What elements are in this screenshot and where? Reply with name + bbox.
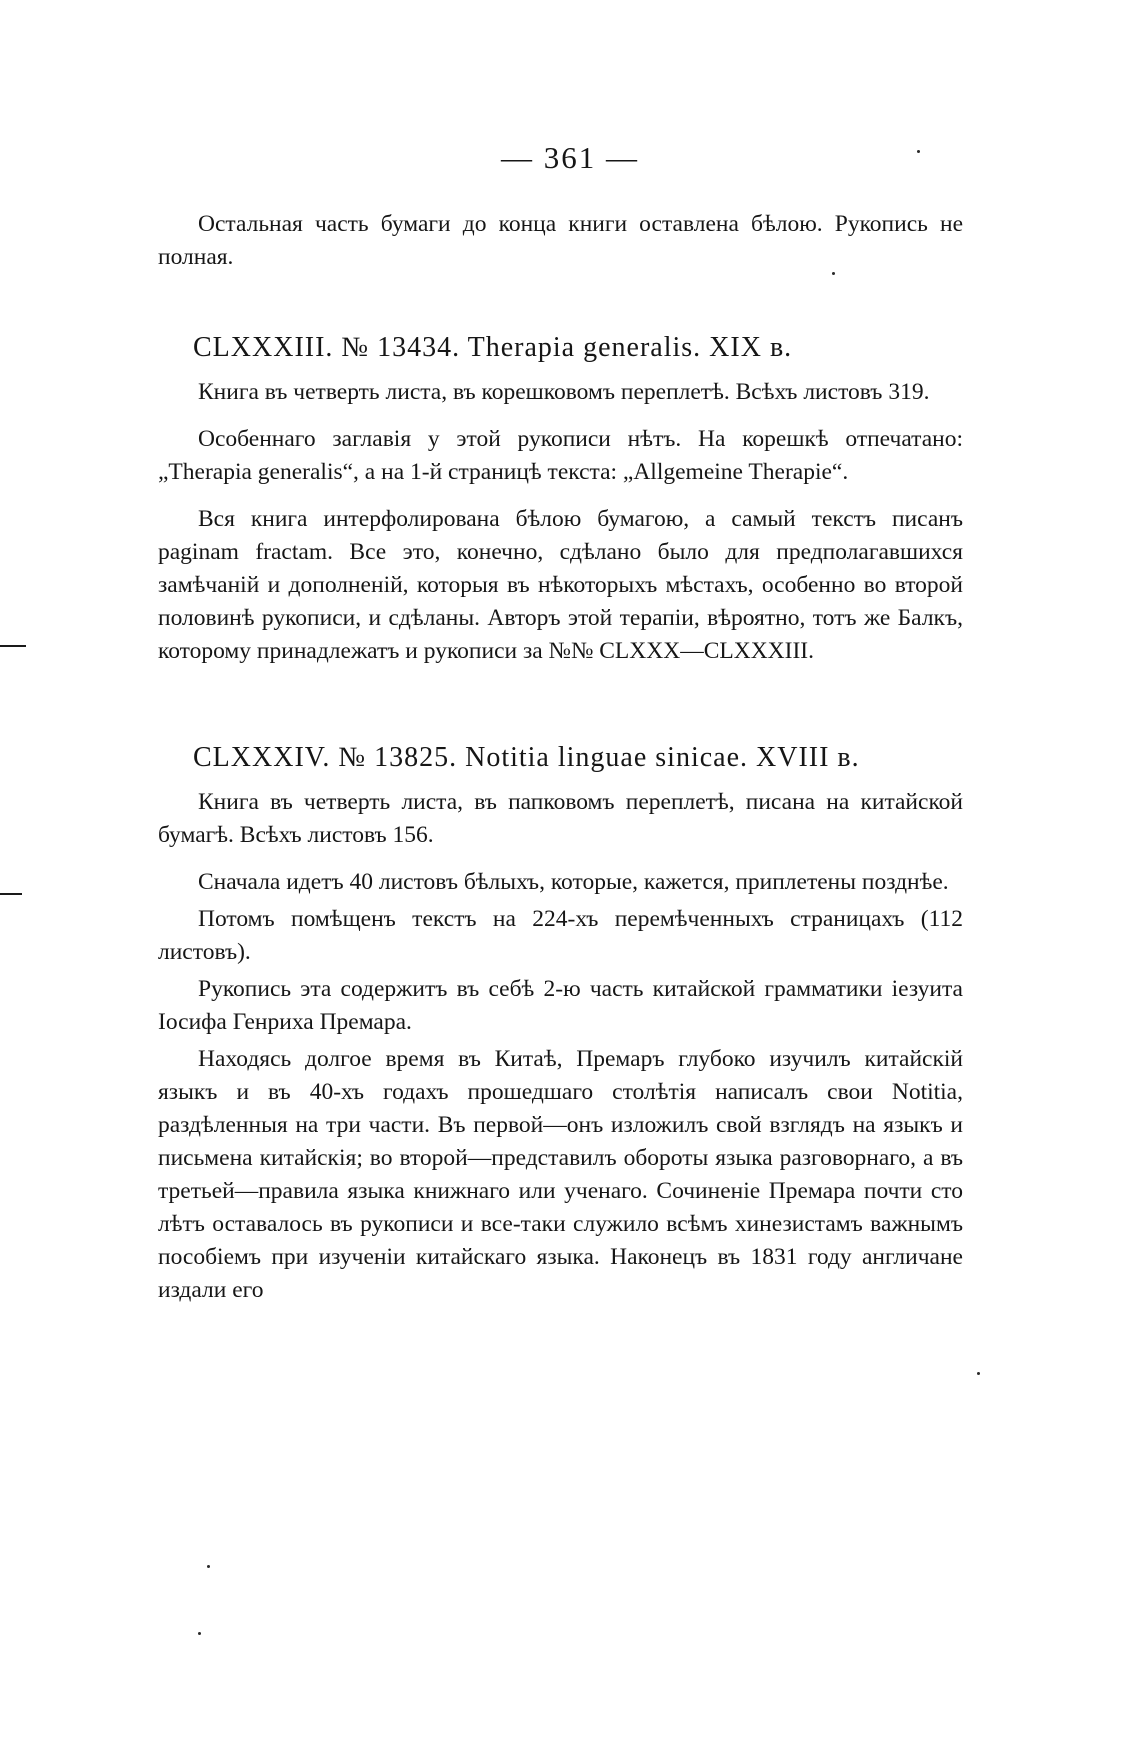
margin-mark (0, 645, 26, 647)
paragraph-blank-leaves: Сначала идетъ 40 листовъ бѣлыхъ, которые, кажется, приплетены позднѣе. (198, 869, 949, 895)
paragraph-book-description-2: Книга въ четверть листа, въ папковомъ переплетѣ, писана на китайской бумагѣ. Всѣхъ листовъ 156. (158, 789, 963, 848)
paragraph-intro: Остальная часть бумаги до конца книги оставлена бѣлою. Рукопись не полная. (158, 211, 963, 270)
paragraph-interfoliation: Вся книга интерфолирована бѣлою бумагою, а самый текстъ писанъ paginam fractam. Все это, конечно, сдѣлано было для предполагавшихся замѣчаній и дополненій, которыя въ нѣкоторыхъ мѣстахъ, особенно во второй половинѣ рукописи, и сдѣланы. Авторъ этой терапіи, вѣроятно, тотъ же Балкъ, которому принадлежатъ и рукописи за №№ CLXXX—CLXXXIII. (158, 506, 963, 664)
margin-mark (0, 893, 22, 895)
paragraph-title-note: Особеннаго заглавія у этой рукописи нѣтъ. На корешкѣ отпечатано: „Therapia generalis“, а на 1-й страницѣ текста: „Allgemeine Therapie“. (158, 426, 963, 485)
paragraph-contents: Рукопись эта содержитъ въ себѣ 2-ю часть китайской грамматики іезуита Іосифа Генриха Премара. (158, 976, 963, 1035)
speck (198, 1632, 201, 1635)
page-number: — 361 — (501, 140, 639, 175)
entry-heading-clxxxiii: CLXXXIII. № 13434. Therapia generalis. XIX в. (193, 332, 793, 363)
entry-heading-clxxxiv: CLXXXIV. № 13825. Notitia linguae sinicae. XVIII в. (193, 742, 860, 773)
text-column (158, 208, 963, 1307)
paragraph-numbered-pages: Потомъ помѣщенъ текстъ на 224-хъ перемѣченныхъ страницахъ (112 листовъ). (158, 906, 963, 965)
paragraph-book-description-1: Книга въ четверть листа, въ корешковомъ переплетѣ. Всѣхъ листовъ 319. (198, 379, 930, 405)
paragraph-premare-history: Находясь долгое время въ Китаѣ, Премаръ глубоко изучилъ китайскій языкъ и въ 40-хъ годахъ прошедшаго столѣтія написалъ свои Notitia, раздѣленныя на три части. Въ первой—онъ изложилъ свой взглядъ на языкъ и письмена китайскія; во второй—представилъ обороты языка разговорнаго, а въ третьей—правила языка книжнаго или ученаго. Сочиненіе Премара почти сто лѣтъ оставалось въ рукописи и все-таки служило всѣмъ хинезистамъ важнымъ пособіемъ при изученіи китайскаго языка. Наконецъ въ 1831 году англичане издали его (158, 1046, 963, 1303)
speck (207, 1565, 210, 1568)
speck (977, 1372, 980, 1375)
